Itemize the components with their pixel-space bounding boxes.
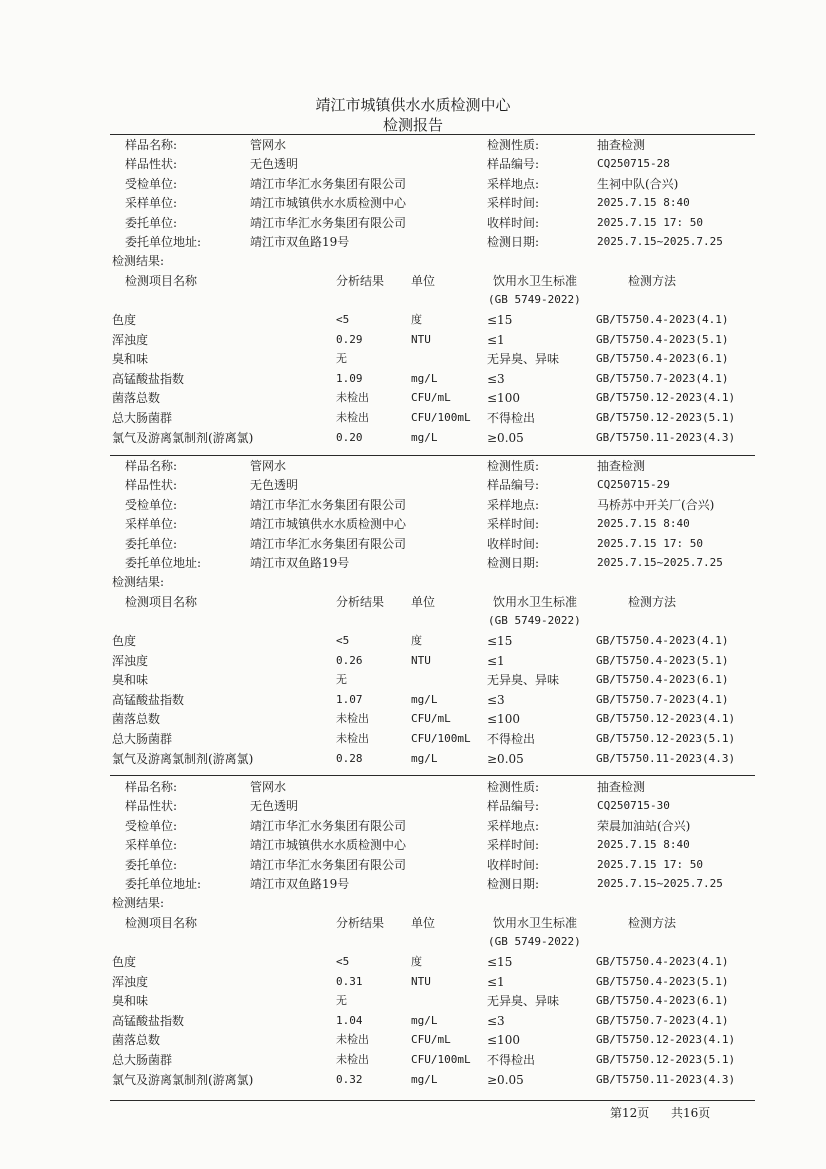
row-result: 0.28 xyxy=(336,752,363,765)
row-method: GB/T5750.12-2023(5.1) xyxy=(596,732,736,745)
row-method: GB/T5750.4-2023(4.1) xyxy=(596,313,729,326)
label-sampling-time: 采样时间: xyxy=(487,196,540,210)
row-method: GB/T5750.12-2023(5.1) xyxy=(596,1053,736,1066)
inspected-unit-value: 靖江市华汇水务集团有限公司 xyxy=(250,819,407,833)
row-result: 未检出 xyxy=(336,391,369,404)
row-item: 臭和味 xyxy=(112,673,149,687)
row-item: 氯气及游离氯制剂(游离氯) xyxy=(112,431,254,445)
row-method: GB/T5750.4-2023(6.1) xyxy=(596,994,729,1007)
row-standard: 不得检出 xyxy=(487,1053,536,1067)
col-header-method: 检测方法 xyxy=(628,916,677,930)
row-result: 1.09 xyxy=(336,372,363,385)
label-results: 检测结果: xyxy=(112,575,165,589)
row-standard: ≤1 xyxy=(487,975,505,989)
row-method: GB/T5750.4-2023(6.1) xyxy=(596,352,729,365)
row-method: GB/T5750.12-2023(4.1) xyxy=(596,1033,736,1046)
row-method: GB/T5750.11-2023(4.3) xyxy=(596,431,736,444)
label-sample-name: 样品名称: xyxy=(125,780,178,794)
label-client-address: 委托单位地址: xyxy=(125,877,202,891)
label-inspected-unit: 受检单位: xyxy=(125,819,178,833)
row-method: GB/T5750.4-2023(4.1) xyxy=(596,634,729,647)
client-address-value: 靖江市双鱼路19号 xyxy=(250,556,350,570)
row-method: GB/T5750.12-2023(4.1) xyxy=(596,712,736,725)
row-method: GB/T5750.7-2023(4.1) xyxy=(596,693,729,706)
label-test-date: 检测日期: xyxy=(487,556,540,570)
row-item: 臭和味 xyxy=(112,352,149,366)
col-header-result: 分析结果 xyxy=(336,595,385,609)
sample-name-value: 管网水 xyxy=(250,780,287,794)
sampling-time-value: 2025.7.15 8:40 xyxy=(597,196,690,209)
sample-id-value: CQ250715-30 xyxy=(597,799,670,812)
sample-state-value: 无色透明 xyxy=(250,478,299,492)
row-item: 氯气及游离氯制剂(游离氯) xyxy=(112,1073,254,1087)
row-result: 0.26 xyxy=(336,654,363,667)
row-result: <5 xyxy=(336,634,350,647)
col-header-item: 检测项目名称 xyxy=(125,274,198,288)
row-item: 氯气及游离氯制剂(游离氯) xyxy=(112,752,254,766)
sampling-site-value: 生祠中队(合兴) xyxy=(597,177,679,191)
row-item: 色度 xyxy=(112,955,137,969)
row-standard: ≤15 xyxy=(487,955,513,969)
test-date-value: 2025.7.15~2025.7.25 xyxy=(597,556,723,569)
client-unit-value: 靖江市华汇水务集团有限公司 xyxy=(250,537,407,551)
row-method: GB/T5750.12-2023(5.1) xyxy=(596,411,736,424)
row-result: 0.20 xyxy=(336,431,363,444)
label-sampling-site: 采样地点: xyxy=(487,177,540,191)
row-unit: CFU/100mL xyxy=(411,732,471,745)
row-method: GB/T5750.7-2023(4.1) xyxy=(596,372,729,385)
row-result: 未检出 xyxy=(336,1033,369,1046)
label-sampling-site: 采样地点: xyxy=(487,819,540,833)
row-method: GB/T5750.7-2023(4.1) xyxy=(596,1014,729,1027)
section-divider xyxy=(110,775,755,776)
row-item: 浑浊度 xyxy=(112,654,149,668)
col-header-result: 分析结果 xyxy=(336,916,385,930)
row-unit: 度 xyxy=(411,955,422,968)
sampling-unit-value: 靖江市城镇供水水质检测中心 xyxy=(250,838,407,852)
sampling-unit-value: 靖江市城镇供水水质检测中心 xyxy=(250,517,407,531)
row-unit: NTU xyxy=(411,654,431,667)
col-header-result: 分析结果 xyxy=(336,274,385,288)
row-standard: ≤1 xyxy=(487,333,505,347)
row-unit: CFU/100mL xyxy=(411,1053,471,1066)
row-result: <5 xyxy=(336,955,350,968)
test-nature-value: 抽查检测 xyxy=(597,780,646,794)
row-method: GB/T5750.4-2023(6.1) xyxy=(596,673,729,686)
row-result: 1.07 xyxy=(336,693,363,706)
col-header-standard: 饮用水卫生标准 xyxy=(493,916,578,930)
row-item: 色度 xyxy=(112,313,137,327)
row-standard: 不得检出 xyxy=(487,732,536,746)
label-test-nature: 检测性质: xyxy=(487,780,540,794)
row-standard: ≤3 xyxy=(487,1014,505,1028)
row-item: 总大肠菌群 xyxy=(112,411,173,425)
row-standard: ≥0.05 xyxy=(487,1073,524,1087)
row-method: GB/T5750.11-2023(4.3) xyxy=(596,752,736,765)
label-test-date: 检测日期: xyxy=(487,877,540,891)
col-header-unit: 单位 xyxy=(411,916,436,930)
row-unit: 度 xyxy=(411,313,422,326)
client-address-value: 靖江市双鱼路19号 xyxy=(250,877,350,891)
row-unit: mg/L xyxy=(411,431,438,444)
row-standard: ≤100 xyxy=(487,391,520,405)
label-inspected-unit: 受检单位: xyxy=(125,177,178,191)
test-date-value: 2025.7.15~2025.7.25 xyxy=(597,235,723,248)
label-sample-name: 样品名称: xyxy=(125,459,178,473)
row-unit: mg/L xyxy=(411,1073,438,1086)
row-unit: CFU/mL xyxy=(411,712,451,725)
col-header-method: 检测方法 xyxy=(628,274,677,288)
label-receipt-time: 收样时间: xyxy=(487,537,540,551)
client-unit-value: 靖江市华汇水务集团有限公司 xyxy=(250,858,407,872)
label-sample-id: 样品编号: xyxy=(487,478,540,492)
row-standard: 不得检出 xyxy=(487,411,536,425)
row-standard: ≥0.05 xyxy=(487,752,524,766)
col-header-standard: 饮用水卫生标准 xyxy=(493,274,578,288)
client-address-value: 靖江市双鱼路19号 xyxy=(250,235,350,249)
inspected-unit-value: 靖江市华汇水务集团有限公司 xyxy=(250,177,407,191)
sample-state-value: 无色透明 xyxy=(250,799,299,813)
row-standard: ≤15 xyxy=(487,313,513,327)
row-standard: 无异臭、异味 xyxy=(487,352,560,366)
row-method: GB/T5750.12-2023(4.1) xyxy=(596,391,736,404)
inspected-unit-value: 靖江市华汇水务集团有限公司 xyxy=(250,498,407,512)
report-subtitle: 检测报告 xyxy=(382,116,443,134)
row-standard: ≤1 xyxy=(487,654,505,668)
row-item: 浑浊度 xyxy=(112,975,149,989)
receipt-time-value: 2025.7.15 17: 50 xyxy=(597,858,703,871)
label-sample-state: 样品性状: xyxy=(125,478,178,492)
sample-id-value: CQ250715-28 xyxy=(597,157,670,170)
row-item: 浑浊度 xyxy=(112,333,149,347)
row-item: 臭和味 xyxy=(112,994,149,1008)
sampling-time-value: 2025.7.15 8:40 xyxy=(597,838,690,851)
row-unit: mg/L xyxy=(411,693,438,706)
row-item: 菌落总数 xyxy=(112,391,161,405)
top-rule xyxy=(110,134,755,135)
row-item: 高锰酸盐指数 xyxy=(112,1014,185,1028)
row-result: 0.31 xyxy=(336,975,363,988)
label-sampling-unit: 采样单位: xyxy=(125,838,178,852)
row-standard: ≤100 xyxy=(487,1033,520,1047)
label-receipt-time: 收样时间: xyxy=(487,216,540,230)
row-result: 未检出 xyxy=(336,411,369,424)
row-method: GB/T5750.4-2023(5.1) xyxy=(596,654,729,667)
row-method: GB/T5750.11-2023(4.3) xyxy=(596,1073,736,1086)
label-results: 检测结果: xyxy=(112,254,165,268)
receipt-time-value: 2025.7.15 17: 50 xyxy=(597,216,703,229)
row-result: 无 xyxy=(336,673,347,686)
row-result: 0.32 xyxy=(336,1073,363,1086)
row-standard: ≤3 xyxy=(487,372,505,386)
row-result: 未检出 xyxy=(336,712,369,725)
row-item: 总大肠菌群 xyxy=(112,1053,173,1067)
row-result: 1.04 xyxy=(336,1014,363,1027)
row-item: 高锰酸盐指数 xyxy=(112,693,185,707)
row-unit: NTU xyxy=(411,975,431,988)
row-result: 0.29 xyxy=(336,333,363,346)
label-sampling-time: 采样时间: xyxy=(487,838,540,852)
col-header-unit: 单位 xyxy=(411,595,436,609)
row-standard: ≥0.05 xyxy=(487,431,524,445)
row-unit: CFU/mL xyxy=(411,1033,451,1046)
row-standard: 无异臭、异味 xyxy=(487,673,560,687)
row-method: GB/T5750.4-2023(5.1) xyxy=(596,333,729,346)
row-unit: mg/L xyxy=(411,752,438,765)
page-total: 共16页 xyxy=(671,1106,711,1120)
col-header-item: 检测项目名称 xyxy=(125,916,198,930)
sample-id-value: CQ250715-29 xyxy=(597,478,670,491)
sample-name-value: 管网水 xyxy=(250,459,287,473)
report-org-title: 靖江市城镇供水水质检测中心 xyxy=(315,96,511,114)
row-unit: 度 xyxy=(411,634,422,647)
label-sample-state: 样品性状: xyxy=(125,799,178,813)
label-sample-id: 样品编号: xyxy=(487,799,540,813)
row-standard: ≤3 xyxy=(487,693,505,707)
row-result: 未检出 xyxy=(336,732,369,745)
sample-name-value: 管网水 xyxy=(250,138,287,152)
label-client-unit: 委托单位: xyxy=(125,537,178,551)
col-header-standard-code: (GB 5749-2022) xyxy=(488,614,581,627)
row-result: <5 xyxy=(336,313,350,326)
row-result: 未检出 xyxy=(336,1053,369,1066)
label-results: 检测结果: xyxy=(112,896,165,910)
col-header-item: 检测项目名称 xyxy=(125,595,198,609)
col-header-method: 检测方法 xyxy=(628,595,677,609)
row-unit: NTU xyxy=(411,333,431,346)
label-client-unit: 委托单位: xyxy=(125,216,178,230)
sampling-unit-value: 靖江市城镇供水水质检测中心 xyxy=(250,196,407,210)
label-sample-state: 样品性状: xyxy=(125,157,178,171)
client-unit-value: 靖江市华汇水务集团有限公司 xyxy=(250,216,407,230)
row-method: GB/T5750.4-2023(4.1) xyxy=(596,955,729,968)
label-test-nature: 检测性质: xyxy=(487,459,540,473)
row-unit: mg/L xyxy=(411,372,438,385)
page-number: 第12页 xyxy=(610,1106,650,1120)
label-client-address: 委托单位地址: xyxy=(125,235,202,249)
label-client-unit: 委托单位: xyxy=(125,858,178,872)
label-client-address: 委托单位地址: xyxy=(125,556,202,570)
row-item: 菌落总数 xyxy=(112,1033,161,1047)
bottom-rule xyxy=(110,1100,755,1101)
col-header-unit: 单位 xyxy=(411,274,436,288)
row-unit: CFU/mL xyxy=(411,391,451,404)
label-receipt-time: 收样时间: xyxy=(487,858,540,872)
col-header-standard: 饮用水卫生标准 xyxy=(493,595,578,609)
section-divider xyxy=(110,455,755,456)
sampling-time-value: 2025.7.15 8:40 xyxy=(597,517,690,530)
row-unit: CFU/100mL xyxy=(411,411,471,424)
row-standard: ≤15 xyxy=(487,634,513,648)
row-item: 色度 xyxy=(112,634,137,648)
row-standard: ≤100 xyxy=(487,712,520,726)
row-result: 无 xyxy=(336,352,347,365)
sampling-site-value: 马桥苏中开关厂(合兴) xyxy=(597,498,715,512)
sampling-site-value: 荣晨加油站(合兴) xyxy=(597,819,691,833)
label-test-nature: 检测性质: xyxy=(487,138,540,152)
label-sampling-unit: 采样单位: xyxy=(125,196,178,210)
label-sample-name: 样品名称: xyxy=(125,138,178,152)
row-item: 菌落总数 xyxy=(112,712,161,726)
receipt-time-value: 2025.7.15 17: 50 xyxy=(597,537,703,550)
col-header-standard-code: (GB 5749-2022) xyxy=(488,293,581,306)
row-standard: 无异臭、异味 xyxy=(487,994,560,1008)
label-sample-id: 样品编号: xyxy=(487,157,540,171)
test-nature-value: 抽查检测 xyxy=(597,459,646,473)
row-item: 高锰酸盐指数 xyxy=(112,372,185,386)
row-item: 总大肠菌群 xyxy=(112,732,173,746)
col-header-standard-code: (GB 5749-2022) xyxy=(488,935,581,948)
row-unit: mg/L xyxy=(411,1014,438,1027)
label-inspected-unit: 受检单位: xyxy=(125,498,178,512)
label-sampling-time: 采样时间: xyxy=(487,517,540,531)
label-sampling-unit: 采样单位: xyxy=(125,517,178,531)
row-result: 无 xyxy=(336,994,347,1007)
sample-state-value: 无色透明 xyxy=(250,157,299,171)
test-date-value: 2025.7.15~2025.7.25 xyxy=(597,877,723,890)
label-test-date: 检测日期: xyxy=(487,235,540,249)
test-nature-value: 抽查检测 xyxy=(597,138,646,152)
label-sampling-site: 采样地点: xyxy=(487,498,540,512)
row-method: GB/T5750.4-2023(5.1) xyxy=(596,975,729,988)
